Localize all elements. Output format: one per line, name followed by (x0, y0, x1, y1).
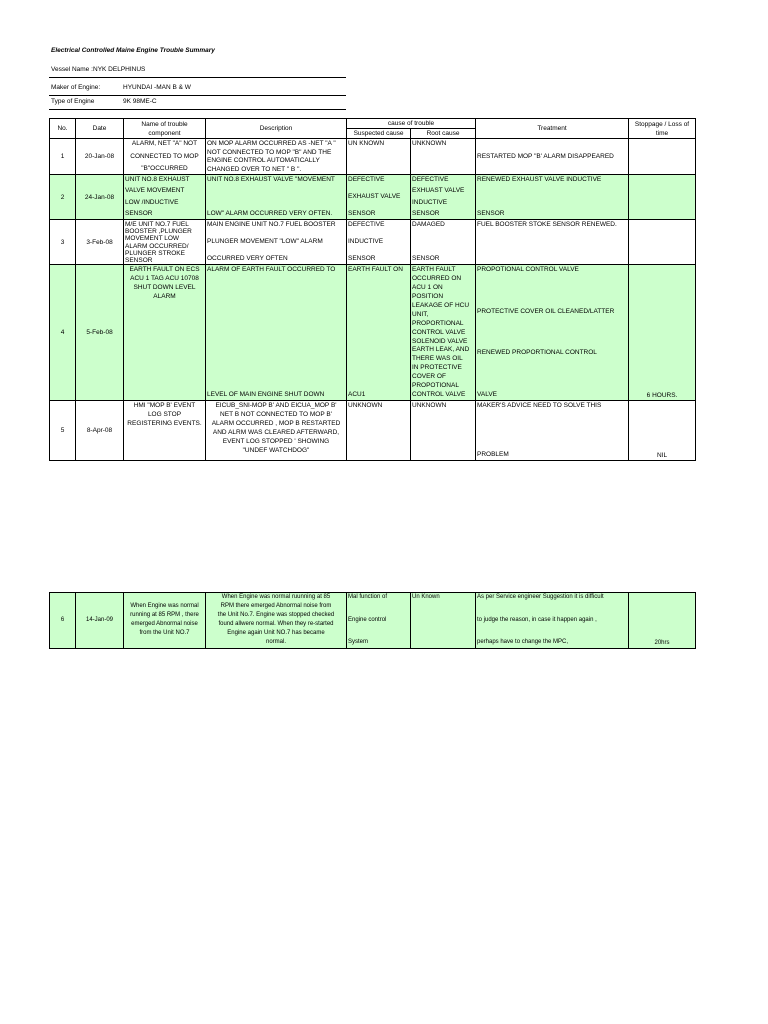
root-cause-line: EARTH FAULT (412, 266, 456, 273)
trouble-description-line: Engine again Unit NO.7 has became (227, 630, 325, 636)
root-cause-line: LEAKAGE OF HCU (412, 301, 470, 309)
trouble-description-line: AND ALRM WAS CLEARED AFTERWARD, (212, 429, 340, 436)
treatment-lines (477, 139, 627, 173)
root-cause-lines (412, 220, 474, 263)
trouble-description-line: normal. (265, 639, 286, 645)
trouble-description-line: CHANGED OVER TO NET " B ". (207, 165, 302, 173)
stoppage-time (629, 139, 696, 175)
trouble-description-lines (207, 175, 345, 218)
header-stoppage: Stoppage / Loss of time (629, 119, 696, 139)
treatment-lines (477, 265, 627, 399)
suspected-cause-lines (348, 139, 409, 173)
row-number: 6 (50, 593, 76, 649)
treatment (476, 593, 629, 649)
suspected-cause (347, 139, 411, 175)
treatment-line: PROPOTIONAL CONTROL VALVE (477, 266, 579, 273)
root-cause (411, 593, 476, 649)
suspected-cause-line: Mal function of (348, 594, 388, 600)
trouble-component-line: ALARM (153, 293, 176, 300)
trouble-description-line: EICUB_SNI-MOP B' AND EICUA_MOP B' (215, 402, 337, 409)
row-number: 1 (50, 139, 76, 175)
treatment-line: RESTARTED MOP "B' ALARM DISAPPEARED (477, 152, 614, 160)
table-row (50, 175, 696, 220)
trouble-component-line: MOVEMENT LOW (125, 235, 180, 242)
root-cause-line: SOLENOID VALVE (412, 337, 468, 345)
treatment-line: RENEWED PROPORTIONAL CONTROL (477, 349, 597, 357)
trouble-description-line: ALARM OCCURRED , MOP B RESTARTED (211, 420, 341, 427)
suspected-cause-line: Engine control (348, 616, 387, 623)
trouble-component (124, 401, 206, 461)
suspected-cause (347, 593, 411, 649)
root-cause (411, 265, 476, 401)
trouble-description-lines (207, 220, 345, 263)
trouble-component-lines (125, 139, 204, 173)
root-cause-line: UNIT, (412, 310, 429, 318)
trouble-description-line: ENGINE CONTROL AUTOMATICALLY (207, 157, 320, 164)
suspected-cause-line: DEFECTIVE (348, 221, 385, 228)
root-cause-lines (412, 175, 474, 218)
vessel-name-row (49, 63, 346, 78)
suspected-cause-lines (348, 175, 409, 218)
trouble-component-lines (125, 593, 204, 647)
table-row (50, 593, 696, 649)
root-cause (411, 401, 476, 461)
suspected-cause-line: EARTH FAULT ON (348, 266, 403, 273)
root-cause-line: PROPORTIONAL (412, 319, 464, 327)
root-cause-line: THERE WAS OIL (412, 355, 463, 363)
treatment-lines (477, 220, 627, 263)
stoppage-time: 20hrs (629, 593, 696, 649)
root-cause-line: CONTROL VALVE (412, 328, 466, 336)
treatment (476, 220, 629, 265)
root-cause-lines (412, 401, 474, 459)
suspected-cause-line: UN KNOWN (348, 140, 385, 147)
root-cause-line: POSITION (412, 292, 444, 300)
treatment-line: As per Service engineer Suggestion it is difficult (477, 594, 604, 600)
engine-type-value: 9K 98ME-C (123, 98, 157, 105)
root-cause-line: EARTH LEAK, AND (412, 346, 470, 354)
treatment (476, 265, 629, 401)
root-cause-line: EXHUAST VALVE (412, 187, 465, 195)
root-cause-line: COVER OF (412, 373, 446, 381)
engine-maker-label: Maker of Engine: (51, 84, 101, 91)
trouble-description-line: MAIN ENGINE UNIT NO.7 FUEL BOOSTER (207, 221, 336, 228)
trouble-component-line: ALARM OCCURRED/ (125, 242, 189, 249)
root-cause-lines (412, 265, 474, 399)
root-cause-line: Un Known (412, 594, 440, 600)
root-cause-line: CONTROL VALVE (412, 391, 466, 399)
trouble-description-line: RPM there emerged Abnormal noise from (220, 603, 332, 609)
root-cause-line: IN PROTECTIVE (412, 364, 462, 372)
root-cause-line: SENSOR (412, 255, 440, 262)
treatment-lines (477, 593, 627, 647)
treatment-lines (477, 401, 627, 459)
trouble-table-2 (49, 592, 696, 649)
header-no: No. (50, 119, 76, 139)
treatment-line: VALVE (477, 390, 498, 398)
trouble-description-line: PLUNGER MOVEMENT "LOW" ALARM (207, 238, 323, 245)
root-cause-line: SENSOR (412, 209, 440, 217)
trouble-table (49, 118, 696, 461)
trouble-component-line: ALARM, NET "A" NOT (131, 140, 198, 147)
trouble-component-line: SHUT DOWN LEVEL (133, 284, 196, 291)
trouble-component-line: emerged Abnormal noise (131, 621, 198, 627)
trouble-component-line: When Engine was normal (130, 603, 199, 609)
root-cause (411, 175, 476, 220)
engine-maker-value: HYUNDAI -MAN B & W (123, 84, 191, 91)
header-cause: cause of trouble (347, 119, 476, 129)
root-cause-line: ACU 1 ON (412, 283, 443, 291)
suspected-cause (347, 220, 411, 265)
suspected-cause-line: SENSOR (348, 255, 376, 262)
header-description: Description (206, 119, 347, 139)
trouble-component-lines (125, 220, 204, 263)
suspected-cause-line: DEFECTIVE (348, 176, 385, 183)
row-number: 5 (50, 401, 76, 461)
trouble-description-line: EVENT LOG STOPPED ' SHOWING (222, 438, 330, 445)
root-cause (411, 220, 476, 265)
trouble-component-line: REGISTERING EVENTS. (127, 420, 202, 427)
trouble-description-line: NET B NOT CONNECTED TO MOP B' (220, 411, 332, 418)
trouble-description (206, 139, 347, 175)
trouble-description (206, 265, 347, 401)
suspected-cause-line: INDUCTIVE (348, 238, 384, 245)
suspected-cause-line: System (348, 639, 369, 645)
engine-type-row (49, 95, 346, 110)
table-row (50, 265, 696, 401)
suspected-cause (347, 265, 411, 401)
suspected-cause-line: SENSOR (348, 210, 376, 217)
stoppage-time (629, 220, 696, 265)
trouble-component-lines (125, 265, 204, 399)
vessel-name-label: Vessel Name : (51, 66, 93, 73)
document-title: Electrical Controlled Maine Engine Trouble Summary (51, 47, 215, 54)
root-cause-line: UNKNOWN (412, 402, 447, 409)
trouble-component-line: HMI "MOP B' EVENT (133, 402, 196, 409)
root-cause-lines (412, 593, 474, 647)
header-date: Date (76, 119, 124, 139)
suspected-cause (347, 175, 411, 220)
root-cause-line: INDUCTIVE (412, 198, 448, 206)
trouble-component-line: from the Unit NO.7 (139, 630, 190, 636)
suspected-cause-line: ACU1 (348, 391, 366, 398)
trouble-component (124, 175, 206, 220)
row-date: 5-Feb-08 (76, 265, 124, 401)
header-root-cause: Root cause (411, 129, 476, 139)
trouble-component-line: UNIT NO.8 EXHAUST (125, 176, 190, 183)
trouble-description-line: "UNDEF WATCHDOG" (242, 447, 310, 454)
suspected-cause-lines (348, 401, 409, 459)
row-date: 24-Jan-08 (76, 175, 124, 220)
trouble-component-line: running at 85 RPM , there (130, 612, 199, 618)
trouble-description-line: LOW" ALARM OCCURRED VERY OFTEN. (207, 210, 333, 217)
trouble-component-line: "B"OCCURRED (141, 165, 188, 172)
trouble-component-line: PLUNGER STROKE (125, 249, 185, 256)
trouble-component-line: LOG STOP (147, 411, 182, 418)
trouble-description-line: NOT CONNECTED TO MOP "B" AND THE (207, 148, 332, 156)
trouble-description (206, 175, 347, 220)
table-row (50, 139, 696, 175)
trouble-description-lines (207, 401, 345, 459)
root-cause (411, 139, 476, 175)
table-row (50, 401, 696, 461)
trouble-component-line: SENSOR (125, 209, 153, 217)
header-treatment: Treatment (476, 119, 629, 139)
treatment-line: FUEL BOOSTER STOKE SENSOR RENEWED. (477, 221, 617, 228)
trouble-description-line: ON MOP ALARM OCCURRED AS -NET "A " (207, 140, 336, 147)
suspected-cause-lines (348, 593, 409, 647)
trouble-description-lines (207, 265, 345, 399)
trouble-description-line: the Unit No.7. Engine was stopped checked (217, 612, 335, 618)
row-number: 4 (50, 265, 76, 401)
trouble-component-line: CONNECTED TO MOP (130, 152, 199, 160)
treatment-line: SENSOR (477, 210, 505, 217)
table-row (50, 220, 696, 265)
trouble-component (124, 265, 206, 401)
trouble-description (206, 401, 347, 461)
root-cause-line: DAMAGED (412, 221, 445, 228)
root-cause-line: PROPOTIONAL (412, 382, 459, 390)
stoppage-time: NIL (629, 401, 696, 461)
trouble-description-line: ALARM OF EARTH FAULT OCCURRED TO (207, 266, 336, 273)
row-number: 3 (50, 220, 76, 265)
trouble-description-line: OCCURRED VERY OFTEN (207, 255, 288, 262)
trouble-description (206, 593, 347, 649)
suspected-cause (347, 401, 411, 461)
trouble-component-line: M/E UNIT NO.7 FUEL (125, 221, 189, 228)
row-date: 8-Apr-08 (76, 401, 124, 461)
trouble-description-line: found allwere normal. When they re-started (218, 621, 334, 627)
engine-maker-row (49, 81, 346, 96)
treatment (476, 139, 629, 175)
treatment-line: MAKER'S ADVICE NEED TO SOLVE THIS (477, 402, 602, 409)
row-number: 2 (50, 175, 76, 220)
row-date: 20-Jan-08 (76, 139, 124, 175)
treatment (476, 401, 629, 461)
trouble-component-line: BOOSTER ,PLUNGER (125, 228, 192, 235)
trouble-component-lines (125, 401, 204, 459)
treatment-line: PROTECTIVE COVER OIL CLEANED/LATTER (477, 307, 615, 315)
trouble-description (206, 220, 347, 265)
suspected-cause-lines (348, 220, 409, 263)
treatment-line: RENEWED EXHAUST VALVE INDUCTIVE (477, 176, 602, 183)
treatment-line: perhaps have to change the MPC, (477, 639, 569, 645)
trouble-description-line: LEVEL OF MAIN ENGINE SHUT DOWN (207, 391, 325, 398)
trouble-description-line: UNIT NO.8 EXHAUST VALVE "MOVEMENT (207, 176, 335, 183)
trouble-component (124, 220, 206, 265)
header-component: Name of trouble component (124, 119, 206, 139)
row-date: 3-Feb-08 (76, 220, 124, 265)
trouble-component-line: LOW /INDUCTIVE (125, 198, 179, 206)
trouble-component-line: SENSOR (125, 256, 153, 264)
trouble-description-line: When Engine was normal ruunning at 85 (221, 594, 331, 600)
stoppage-time (629, 175, 696, 220)
treatment-lines (477, 175, 627, 218)
trouble-description-lines (207, 593, 345, 647)
header-suspected-cause: Suspected cause (347, 129, 411, 139)
trouble-component-line: VALVE MOVEMENT (125, 187, 185, 195)
suspected-cause-line: EXHAUST VALVE (348, 193, 401, 200)
root-cause-line: DEFECTIVE (412, 176, 449, 183)
trouble-description-lines (207, 139, 345, 173)
row-date: 14-Jan-09 (76, 593, 124, 649)
treatment-line: to judge the reason, in case it happen again , (477, 616, 597, 623)
trouble-component-line: ACU 1 TAG ACU 10708 (130, 275, 199, 282)
trouble-component-lines (125, 175, 204, 218)
root-cause-lines (412, 139, 474, 173)
trouble-component-line: EARTH FAULT ON ECS (129, 266, 200, 273)
engine-type-label: Type of Engine (51, 98, 95, 105)
suspected-cause-lines (348, 265, 409, 399)
root-cause-line: OCCURRED ON (412, 274, 462, 282)
trouble-component (124, 593, 206, 649)
stoppage-time: 6 HOURS. (629, 265, 696, 401)
treatment-line: PROBLEM (477, 451, 509, 458)
root-cause-line: UNKNOWN (412, 140, 447, 147)
trouble-component (124, 139, 206, 175)
vessel-name-value: NYK DELPHINUS (93, 66, 146, 73)
suspected-cause-line: UNKNOWN (348, 402, 383, 409)
treatment (476, 175, 629, 220)
